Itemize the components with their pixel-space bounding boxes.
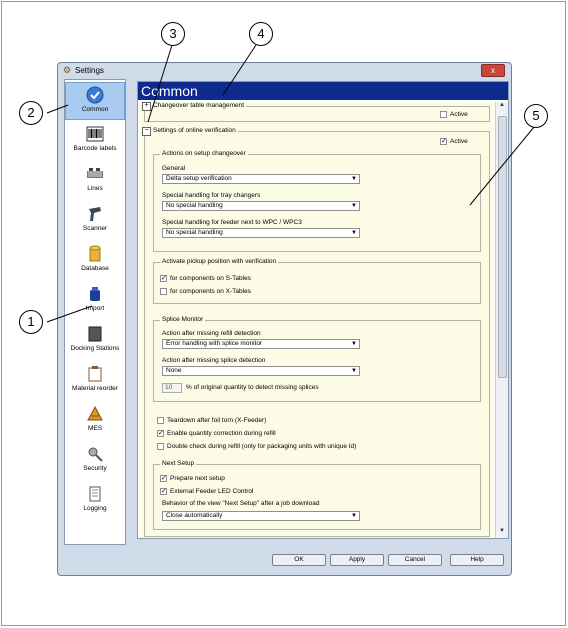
sidebar-item-scanner[interactable]: Scanner (65, 202, 125, 240)
double-check-label: Double check during refill (only for packaging units with unique Id) (167, 443, 357, 450)
teardown-label: Teardown after foil torn (X-Feeder) (167, 417, 267, 424)
callout-1: 1 (19, 310, 43, 334)
help-button[interactable]: Help (450, 554, 504, 566)
window-title: Settings (75, 66, 104, 75)
apply-button[interactable]: Apply (330, 554, 384, 566)
led-control-label: External Feeder LED Control (170, 488, 254, 495)
pickup-title: Activate pickup position with verification (162, 258, 277, 265)
changeover-title: Changeover table management (153, 102, 245, 109)
tray-select-value: No special handling (166, 202, 223, 209)
sidebar-item-barcode-labels[interactable]: Barcode labels (65, 122, 125, 160)
online-active-checkbox[interactable]: ✓ (441, 138, 447, 145)
changeover-active-label: Active (450, 111, 468, 118)
scroll-down-icon[interactable]: ▼ (499, 528, 505, 534)
s-tables-checkbox[interactable]: ✓ (161, 275, 167, 282)
missing-refill-label: Action after missing refill detection (162, 330, 261, 337)
scroll-up-icon[interactable]: ▲ (499, 102, 505, 108)
dropdown-arrow-icon: ▼ (351, 341, 357, 347)
sidebar-item-docking-stations[interactable]: Docking Stations (65, 322, 125, 360)
feeder-label: Special handling for feeder next to WPC / WPC3 (162, 219, 302, 226)
quantity-correction-label: Enable quantity correction during refill (167, 430, 276, 437)
callout-2: 2 (19, 101, 43, 125)
percent-label: % of original quantity to detect missing splices (186, 384, 319, 391)
x-tables-label: for components on X-Tables (170, 288, 251, 295)
callout-3: 3 (161, 22, 185, 46)
dropdown-arrow-icon: ▼ (351, 368, 357, 374)
expand-icon[interactable]: + (142, 102, 151, 111)
actions-title: Actions on setup changeover (162, 150, 246, 157)
callout-5: 5 (524, 104, 548, 128)
led-control-checkbox[interactable]: ✓ (161, 488, 167, 495)
missing-refill-value: Error handling with splice monitor (166, 340, 263, 347)
percent-value: 10 (165, 384, 173, 391)
dropdown-arrow-icon: ▼ (351, 176, 357, 182)
online-active-label: Active (450, 138, 468, 145)
ok-button[interactable]: OK (272, 554, 326, 566)
s-tables-label: for components on S-Tables (170, 275, 251, 282)
sidebar-item-common[interactable]: Common (65, 82, 125, 120)
page-title: Common (141, 83, 198, 99)
sidebar-item-mes[interactable]: MES (65, 402, 125, 440)
splice-monitor-title: Splice Monitor (162, 316, 204, 323)
callout-4: 4 (249, 22, 273, 46)
sidebar-item-security[interactable]: Security (65, 442, 125, 480)
missing-splice-label: Action after missing splice detection (162, 357, 266, 364)
prepare-next-setup-checkbox[interactable]: ✓ (161, 475, 167, 482)
dropdown-arrow-icon: ▼ (351, 513, 357, 519)
dropdown-arrow-icon: ▼ (351, 230, 357, 236)
general-label: General (162, 165, 186, 172)
close-button[interactable]: x (481, 64, 505, 77)
general-select-value: Delta setup verification (166, 175, 232, 182)
tray-label: Special handling for tray changers (162, 192, 261, 199)
sidebar-item-database[interactable]: Database (65, 242, 125, 280)
sidebar-item-material-reorder[interactable]: Material reorder (65, 362, 125, 400)
sidebar-item-import[interactable]: Import (65, 282, 125, 320)
behavior-label: Behavior of the view "Next Setup" after a job download (162, 500, 320, 507)
quantity-correction-checkbox[interactable]: ✓ (158, 430, 164, 437)
prepare-next-setup-label: Prepare next setup (170, 475, 225, 482)
collapse-icon[interactable]: − (142, 127, 151, 136)
online-verification-title: Settings of online verification (153, 127, 236, 134)
sidebar-item-logging[interactable]: Logging (65, 482, 125, 520)
next-setup-title: Next Setup (162, 460, 195, 467)
feeder-select-value: No special handling (166, 229, 223, 236)
dropdown-arrow-icon: ▼ (351, 203, 357, 209)
missing-splice-value: None (166, 367, 182, 374)
cancel-button[interactable]: Cancel (388, 554, 442, 566)
settings-app-icon: ⚙ (63, 65, 72, 75)
behavior-select-value: Close automatically (166, 512, 223, 519)
sidebar-item-lines[interactable]: Lines (65, 162, 125, 200)
